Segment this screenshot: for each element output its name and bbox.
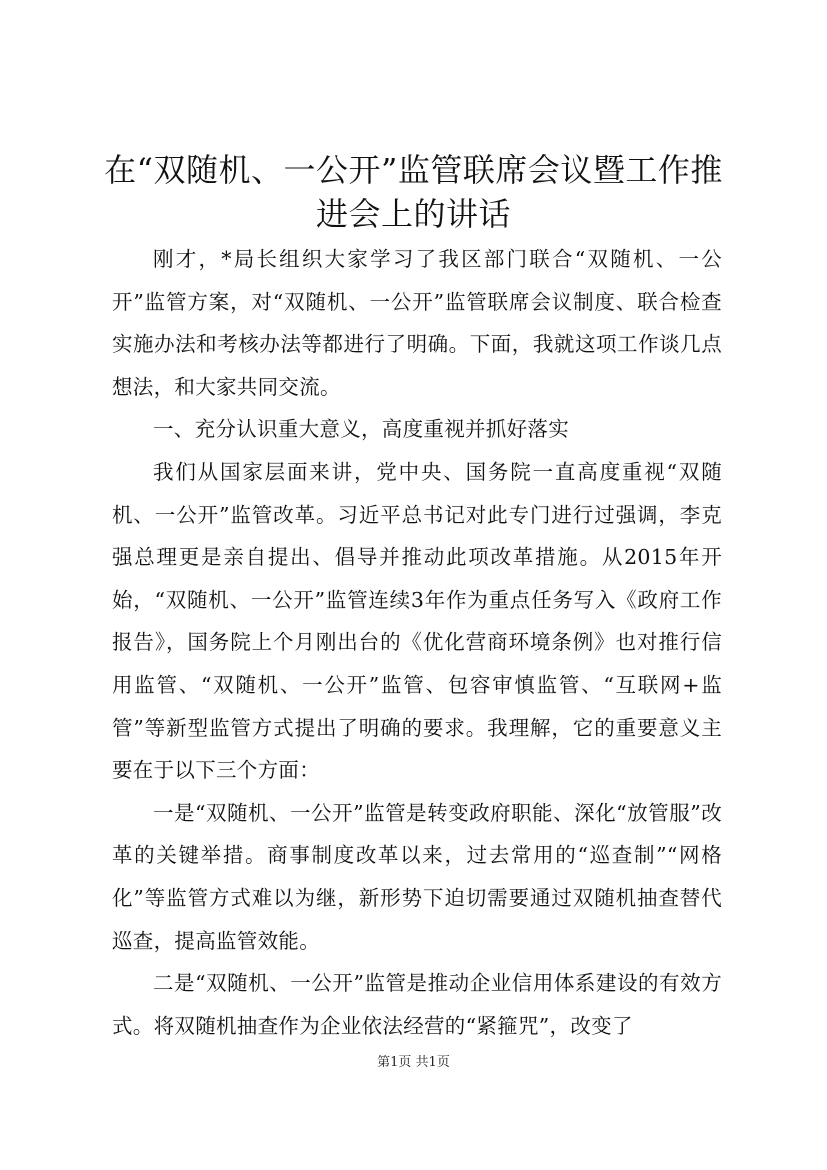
paragraph-national-level: 我们从国家层面来讲，党中央、国务院一直高度重视“双随机、一公开”监管改革。习近平总书记对此专门进行过强调，李克强总理更是亲自提出、倡导并推动此项改革措施。从2015年开始，“双随机、一公开”监管连续3年作为重点任务写入《政府工作报告》，国务院上个月刚出台的《优化营商环境条例》也对推行信用监管、“双随机、一公开”监管、包容审慎监管、“互联网+监管”等新型监管方式提出了明确的要求。我理解，它的重要意义主要在于以下三个方面： <box>112 459 722 783</box>
document-body <box>112 238 722 1047</box>
document-title <box>100 148 727 236</box>
paragraph-point-two: 二是“双随机、一公开”监管是推动企业信用体系建设的有效方式。将双随机抽查作为企业依法经营的“紧箍咒”，改变了 <box>112 971 722 1038</box>
section-heading-1: 一、充分认识重大意义，高度重视并抓好落实 <box>153 417 569 442</box>
title-line-1: 在“双随机、一公开”监管联席会议暨工作推 <box>104 151 723 189</box>
paragraph-point-one: 一是“双随机、一公开”监管是转变政府职能、深化“放管服”改革的关键举措。商事制度改革以来，过去常用的“巡查制”“网格化”等监管方式难以为继，新形势下迫切需要通过双随机抽查替代巡查，提高监管效能。 <box>112 800 722 953</box>
page-footer: 第1页 共1页 <box>377 1055 450 1070</box>
title-line-2: 进会上的讲话 <box>315 195 511 233</box>
paragraph-intro: 刚才，*局长组织大家学习了我区部门联合“双随机、一公开”监管方案，对“双随机、一公开”监管联席会议制度、联合检查实施办法和考核办法等都进行了明确。下面，我就这项工作谈几点想法，和大家共同交流。 <box>112 247 722 399</box>
